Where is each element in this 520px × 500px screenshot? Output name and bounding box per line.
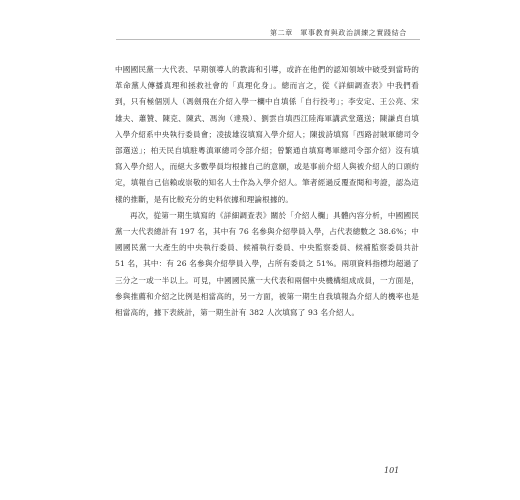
body-text (115, 62, 419, 321)
paragraph-1: 中國國民黨一大代表、早期領導人的教誨和引導，或許在他們的認知領域中破受到當時的革命黨人傳播真理和拯救社會的「真理化身」。總而言之，從《詳細調查表》中我們看到，只有極個別人（馮劍飛在介紹入學一欄中自填係「自行投考」；李安定、王公亮、宋雄夫、蕭贊、陳克、陳武、馮洵（達飛）、劉雲自填西江陸海軍講武堂選送；陳謙貞自填入學介紹系中央執行委員會；凌拔雄沒填寫入學介紹人；陳拔詩填寫「西路討賊軍總司令部選送」；柏天民自填駐粵滇軍總司令部介紹；曾繁通自填寫粵軍總司令部介紹）沒有填寫入學介紹人，而絕大多數學員均根據自己的意願，或是事前介紹人與被介紹人的口頭約定，填報自己信賴或崇敬的知名人士作為入學介紹人。筆者經過反覆查閱和考證，認為這樣的推斷，是有比較充分的史料依據和理論根據的。 (115, 65, 419, 204)
page-number: 101 (384, 466, 400, 475)
header-rule (116, 39, 420, 40)
running-header: 第二章 軍事教育與政治訓練之實踐結合 (270, 29, 407, 37)
paragraph-2: 再次，從第一期生填寫的《詳細調查表》關於「介紹人欄」具體內容分析，中國國民黨一大代表總計有 197 名，其中有 76 名參與介紹學員入學，占代表總數之 38.6%；中國國民黨一大產生的中央執行委員、候補執行委員、中央監察委員、候補監察委員共計 51 名，其中：有 26 名參與介紹學員入學，占所有委員之 51%。兩項資料指標均超過了三分之一或一半以上。可見，中國國民黨一大代表和兩個中央機構組成成員，一方面是，參與推薦和介紹之比例是相當高的，另一方面，被第一期生自我填報為介紹人的機率也是相當高的，據下表統計，第一期生計有 382 人次填寫了 93 名介紹人。 (115, 210, 419, 318)
